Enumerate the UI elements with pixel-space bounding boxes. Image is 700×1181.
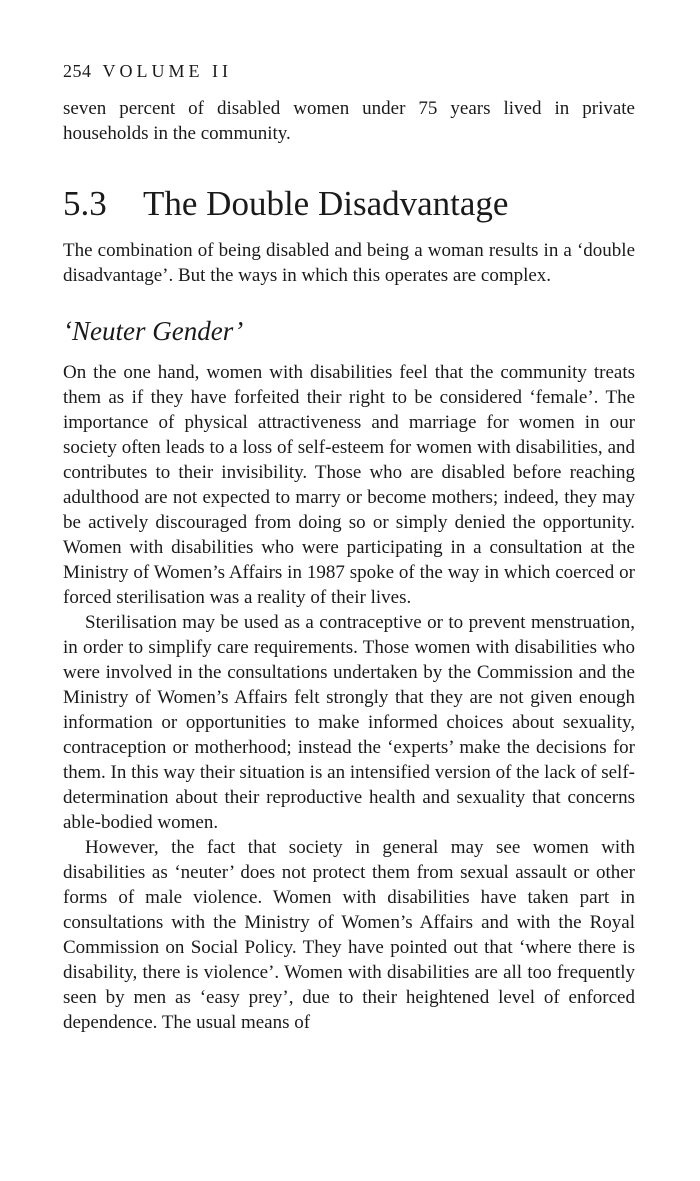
running-head — [63, 56, 635, 86]
section-title: The Double Disadvantage — [143, 184, 509, 223]
section-paragraph: The combination of being disabled and being a woman results in a ‘double disadvantage’. But the ways in which this operates are complex. — [63, 240, 635, 286]
body-paragraph-2: Sterilisation may be used as a contraceptive or to prevent menstruation, in order to simplify care requirements. Those women with disabilities who were involved in the consultations undertaken by the Commission and the Ministry of Women’s Affairs felt strongly that they are not given enough information or opportunities to make informed choices about sexuality, contraception or motherhood; instead the ‘experts’ make the decisions for them. In this way their situation is an intensified version of the lack of self-determination about their reproductive health and sexuality that concerns able-bodied women. — [63, 612, 635, 833]
page-number: 254 — [63, 61, 92, 81]
body-paragraph-1: On the one hand, women with disabilities feel that the community treats them as if they have forfeited their right to be considered ‘female’. The importance of physical attractiveness and marriage for women in our society often leads to a loss of self-esteem for women with disabilities, and contributes to their invisibility. Those who are disabled before reaching adulthood are not expected to marry or become mothers; indeed, they may be actively discouraged from doing so or simply denied the opportunity. Women with disabilities who were participating in a consultation at the Ministry of Women’s Affairs in 1987 spoke of the way in which coerced or forced sterilisation was a reality of their lives. — [63, 362, 635, 608]
book-page — [63, 56, 635, 1035]
subsection-heading: ‘Neuter Gender’ — [63, 316, 244, 346]
intro-paragraph: seven percent of disabled women under 75 years lived in private households in the community. — [63, 98, 635, 144]
body-paragraph-3: However, the fact that society in general may see women with disabilities as ‘neuter’ does not protect them from sexual assault or other forms of male violence. Women with disabilities have taken part in consultations with the Ministry of Women’s Affairs and with the Royal Commission on Social Policy. They have pointed out that ‘where there is disability, there is violence’. Women with disabilities are all too frequently seen by men as ‘easy prey’, due to their heightened level of enforced dependence. The usual means of — [63, 837, 635, 1033]
section-heading — [63, 182, 635, 226]
volume-label: VOLUME II — [102, 61, 232, 81]
section-number: 5.3 — [63, 184, 107, 223]
